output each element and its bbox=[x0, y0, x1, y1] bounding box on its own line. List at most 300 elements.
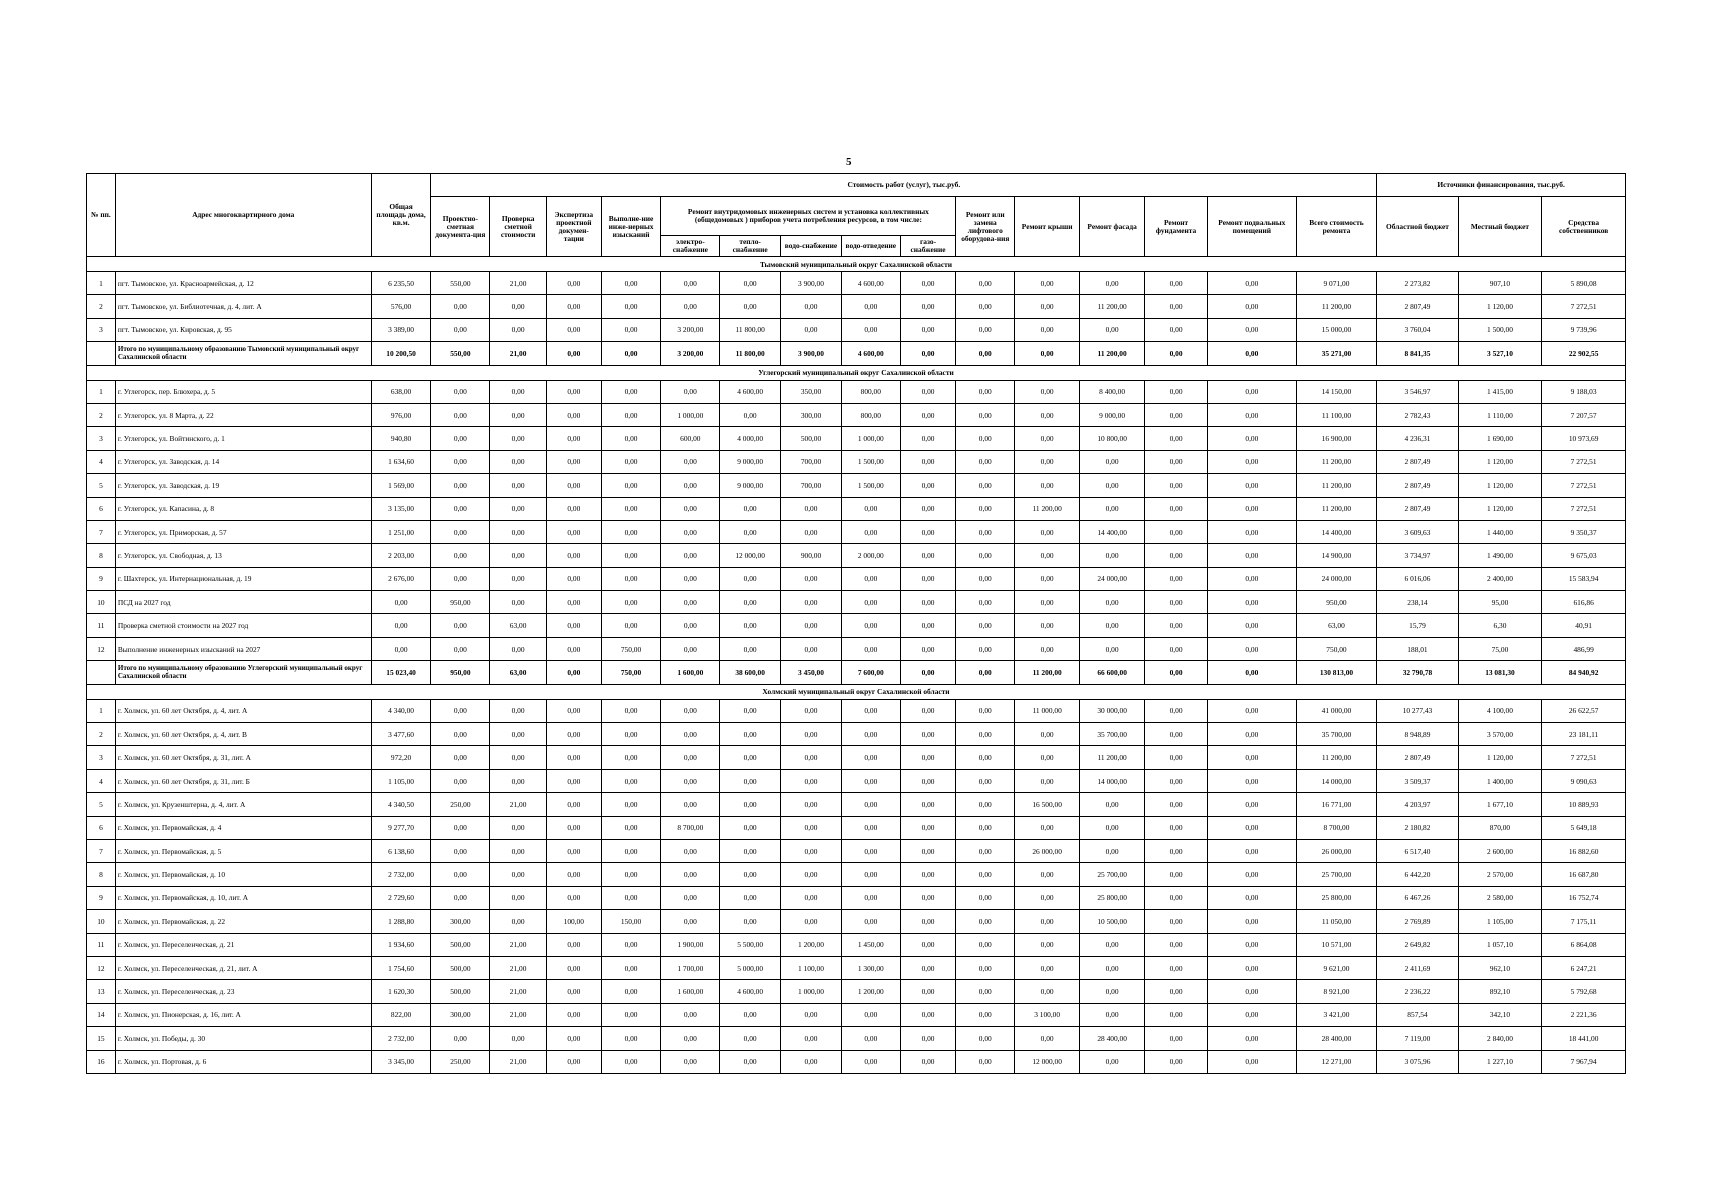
value-cell: 10 200,50 bbox=[371, 342, 431, 365]
value-cell: 0,00 bbox=[546, 746, 601, 769]
value-cell: 35 700,00 bbox=[1296, 723, 1377, 746]
value-cell: 0,00 bbox=[1208, 544, 1297, 567]
table-row bbox=[87, 591, 1626, 614]
value-cell: 800,00 bbox=[841, 380, 900, 403]
value-cell: 0,00 bbox=[1208, 1027, 1297, 1050]
value-cell: 21,00 bbox=[490, 793, 547, 816]
value-cell: 0,00 bbox=[431, 886, 490, 909]
value-cell: 1 120,00 bbox=[1458, 295, 1542, 318]
value-cell: 0,00 bbox=[546, 816, 601, 839]
value-cell: 14 000,00 bbox=[1080, 769, 1145, 792]
col-group-meters: Ремонт внутридомовых инженерных систем и установка коллективных (общедомовых ) приборов учета потребления ресурсов, в том числе: bbox=[661, 197, 956, 236]
value-cell: 3 135,00 bbox=[371, 497, 431, 520]
value-cell: 0,00 bbox=[781, 318, 842, 341]
value-cell: 0,00 bbox=[1145, 403, 1208, 426]
value-cell: 10 277,43 bbox=[1377, 699, 1458, 722]
table-header bbox=[87, 174, 1626, 257]
value-cell: 0,00 bbox=[956, 746, 1015, 769]
value-cell: 11 200,00 bbox=[1296, 450, 1377, 473]
value-cell: 130 813,00 bbox=[1296, 661, 1377, 684]
value-cell: 1 400,00 bbox=[1458, 769, 1542, 792]
value-cell: 0,00 bbox=[720, 886, 781, 909]
value-cell: 7 207,57 bbox=[1542, 403, 1626, 426]
value-cell: 0,00 bbox=[1145, 1003, 1208, 1026]
table-row bbox=[87, 1003, 1626, 1026]
table-body bbox=[87, 257, 1626, 1074]
value-cell: 0,00 bbox=[781, 295, 842, 318]
value-cell: 0,00 bbox=[1208, 403, 1297, 426]
value-cell: 0,00 bbox=[601, 769, 661, 792]
table-row bbox=[87, 980, 1626, 1003]
value-cell: 0,00 bbox=[720, 699, 781, 722]
value-cell: 4 600,00 bbox=[841, 272, 900, 295]
value-cell: 0,00 bbox=[601, 295, 661, 318]
row-number-cell bbox=[87, 661, 116, 684]
value-cell: 0,00 bbox=[1145, 318, 1208, 341]
value-cell: 0,00 bbox=[956, 933, 1015, 956]
value-cell: 0,00 bbox=[1145, 723, 1208, 746]
value-cell: 0,00 bbox=[1080, 816, 1145, 839]
value-cell: 0,00 bbox=[781, 520, 842, 543]
value-cell: 23 181,11 bbox=[1542, 723, 1626, 746]
value-cell: 0,00 bbox=[1080, 450, 1145, 473]
value-cell: 7 272,51 bbox=[1542, 474, 1626, 497]
value-cell: 0,00 bbox=[900, 746, 956, 769]
value-cell: 0,00 bbox=[1015, 769, 1080, 792]
value-cell: 6 016,06 bbox=[1377, 567, 1458, 590]
value-cell: 7 967,94 bbox=[1542, 1050, 1626, 1073]
value-cell: 16 687,80 bbox=[1542, 863, 1626, 886]
value-cell: 0,00 bbox=[546, 295, 601, 318]
value-cell: 0,00 bbox=[601, 1003, 661, 1026]
value-cell: 0,00 bbox=[956, 816, 1015, 839]
value-cell: 0,00 bbox=[1208, 793, 1297, 816]
value-cell: 0,00 bbox=[1145, 661, 1208, 684]
table-row bbox=[87, 544, 1626, 567]
row-number-cell: 4 bbox=[87, 450, 116, 473]
value-cell: 63,00 bbox=[490, 614, 547, 637]
value-cell: 0,00 bbox=[661, 793, 720, 816]
value-cell: 3 734,97 bbox=[1377, 544, 1458, 567]
value-cell: 0,00 bbox=[1208, 816, 1297, 839]
value-cell: 0,00 bbox=[900, 295, 956, 318]
value-cell: 0,00 bbox=[781, 816, 842, 839]
value-cell: 13 081,30 bbox=[1458, 661, 1542, 684]
row-number-cell: 7 bbox=[87, 520, 116, 543]
value-cell: 0,00 bbox=[1145, 839, 1208, 862]
value-cell: 1 700,00 bbox=[661, 956, 720, 979]
value-cell: 0,00 bbox=[841, 886, 900, 909]
value-cell: 0,00 bbox=[546, 863, 601, 886]
value-cell: 2 729,60 bbox=[371, 886, 431, 909]
value-cell: 16 500,00 bbox=[1015, 793, 1080, 816]
value-cell: 1 200,00 bbox=[841, 980, 900, 1003]
value-cell: 0,00 bbox=[1208, 1050, 1297, 1073]
value-cell: 0,00 bbox=[1208, 910, 1297, 933]
value-cell: 0,00 bbox=[900, 793, 956, 816]
value-cell: 3 075,96 bbox=[1377, 1050, 1458, 1073]
value-cell: 0,00 bbox=[1015, 591, 1080, 614]
value-cell: 0,00 bbox=[1080, 933, 1145, 956]
value-cell: 0,00 bbox=[781, 723, 842, 746]
col-header-local: Местный бюджет bbox=[1458, 197, 1542, 257]
value-cell: 14 400,00 bbox=[1080, 520, 1145, 543]
table-row bbox=[87, 1050, 1626, 1073]
value-cell: 0,00 bbox=[1145, 591, 1208, 614]
value-cell: 0,00 bbox=[546, 403, 601, 426]
table-row bbox=[87, 816, 1626, 839]
value-cell: 21,00 bbox=[490, 1003, 547, 1026]
value-cell: 1 754,60 bbox=[371, 956, 431, 979]
value-cell: 0,00 bbox=[1145, 1027, 1208, 1050]
col-header-owners: Средства собственников bbox=[1542, 197, 1626, 257]
value-cell: 9 000,00 bbox=[720, 474, 781, 497]
value-cell: 0,00 bbox=[900, 544, 956, 567]
value-cell: 0,00 bbox=[601, 544, 661, 567]
value-cell: 3 509,37 bbox=[1377, 769, 1458, 792]
value-cell: 6 442,20 bbox=[1377, 863, 1458, 886]
address-cell: г. Углегорск, пер. Блюхера, д. 5 bbox=[115, 380, 371, 403]
value-cell: 0,00 bbox=[781, 769, 842, 792]
address-cell: г. Углегорск, ул. Свободная, д. 13 bbox=[115, 544, 371, 567]
value-cell: 0,00 bbox=[900, 886, 956, 909]
value-cell: 0,00 bbox=[431, 746, 490, 769]
value-cell: 0,00 bbox=[1080, 544, 1145, 567]
col-header-sewer: водо-отведение bbox=[841, 236, 900, 257]
value-cell: 0,00 bbox=[841, 699, 900, 722]
address-cell: г. Углегорск, ул. Приморская, д. 57 bbox=[115, 520, 371, 543]
value-cell: 1 110,00 bbox=[1458, 403, 1542, 426]
value-cell: 3 546,97 bbox=[1377, 380, 1458, 403]
value-cell: 0,00 bbox=[720, 910, 781, 933]
table-row bbox=[87, 746, 1626, 769]
value-cell: 1 120,00 bbox=[1458, 450, 1542, 473]
value-cell: 7 272,51 bbox=[1542, 295, 1626, 318]
value-cell: 0,00 bbox=[956, 699, 1015, 722]
value-cell: 0,00 bbox=[661, 637, 720, 660]
value-cell: 962,10 bbox=[1458, 956, 1542, 979]
table-row bbox=[87, 450, 1626, 473]
value-cell: 12 271,00 bbox=[1296, 1050, 1377, 1073]
value-cell: 0,00 bbox=[1145, 450, 1208, 473]
value-cell: 0,00 bbox=[546, 450, 601, 473]
value-cell: 1 934,60 bbox=[371, 933, 431, 956]
value-cell: 0,00 bbox=[1145, 295, 1208, 318]
value-cell: 9 000,00 bbox=[720, 450, 781, 473]
value-cell: 9 000,00 bbox=[1080, 403, 1145, 426]
value-cell: 2 649,82 bbox=[1377, 933, 1458, 956]
value-cell: 0,00 bbox=[1208, 427, 1297, 450]
value-cell: 0,00 bbox=[490, 567, 547, 590]
value-cell: 12 000,00 bbox=[720, 544, 781, 567]
value-cell: 0,00 bbox=[956, 497, 1015, 520]
table-row bbox=[87, 910, 1626, 933]
value-cell: 0,00 bbox=[900, 380, 956, 403]
value-cell: 1 415,00 bbox=[1458, 380, 1542, 403]
row-number-cell: 10 bbox=[87, 910, 116, 933]
table-row bbox=[87, 769, 1626, 792]
value-cell: 0,00 bbox=[1208, 591, 1297, 614]
value-cell: 0,00 bbox=[546, 427, 601, 450]
value-cell: 0,00 bbox=[601, 403, 661, 426]
value-cell: 0,00 bbox=[1208, 380, 1297, 403]
value-cell: 2 203,00 bbox=[371, 544, 431, 567]
value-cell: 0,00 bbox=[546, 980, 601, 1003]
address-cell: пгт. Тымовское, ул. Кировская, д. 95 bbox=[115, 318, 371, 341]
value-cell: 0,00 bbox=[1015, 427, 1080, 450]
value-cell: 0,00 bbox=[900, 520, 956, 543]
value-cell: 12 000,00 bbox=[1015, 1050, 1080, 1073]
value-cell: 7 175,11 bbox=[1542, 910, 1626, 933]
value-cell: 0,00 bbox=[431, 497, 490, 520]
value-cell: 0,00 bbox=[956, 910, 1015, 933]
value-cell: 892,10 bbox=[1458, 980, 1542, 1003]
value-cell: 6 247,21 bbox=[1542, 956, 1626, 979]
value-cell: 2 769,89 bbox=[1377, 910, 1458, 933]
value-cell: 2 676,00 bbox=[371, 567, 431, 590]
value-cell: 0,00 bbox=[546, 497, 601, 520]
value-cell: 32 790,78 bbox=[1377, 661, 1458, 684]
value-cell: 0,00 bbox=[371, 637, 431, 660]
value-cell: 0,00 bbox=[1015, 403, 1080, 426]
value-cell: 11 000,00 bbox=[1015, 699, 1080, 722]
value-cell: 500,00 bbox=[431, 956, 490, 979]
address-cell: Итого по муниципальному образованию Углегорский муниципальный округ Сахалинской области bbox=[115, 661, 371, 684]
value-cell: 1 288,80 bbox=[371, 910, 431, 933]
value-cell: 0,00 bbox=[490, 863, 547, 886]
value-cell: 10 500,00 bbox=[1080, 910, 1145, 933]
value-cell: 9 277,70 bbox=[371, 816, 431, 839]
value-cell: 0,00 bbox=[956, 403, 1015, 426]
row-number-cell: 1 bbox=[87, 699, 116, 722]
value-cell: 7 272,51 bbox=[1542, 497, 1626, 520]
value-cell: 0,00 bbox=[601, 380, 661, 403]
value-cell: 3 450,00 bbox=[781, 661, 842, 684]
value-cell: 1 200,00 bbox=[781, 933, 842, 956]
value-cell: 0,00 bbox=[781, 567, 842, 590]
value-cell: 700,00 bbox=[781, 474, 842, 497]
value-cell: 5 500,00 bbox=[720, 933, 781, 956]
value-cell: 1 600,00 bbox=[661, 980, 720, 1003]
value-cell: 0,00 bbox=[601, 863, 661, 886]
address-cell: г. Шахтерск, ул. Интернациональная, д. 19 bbox=[115, 567, 371, 590]
value-cell: 0,00 bbox=[601, 1050, 661, 1073]
table-row bbox=[87, 567, 1626, 590]
value-cell: 5 000,00 bbox=[720, 956, 781, 979]
row-number-cell: 12 bbox=[87, 956, 116, 979]
value-cell: 0,00 bbox=[1208, 723, 1297, 746]
value-cell: 2 273,82 bbox=[1377, 272, 1458, 295]
value-cell: 0,00 bbox=[546, 1003, 601, 1026]
address-cell: ПСД на 2027 год bbox=[115, 591, 371, 614]
value-cell: 0,00 bbox=[1080, 956, 1145, 979]
row-number-cell: 3 bbox=[87, 746, 116, 769]
value-cell: 2 236,22 bbox=[1377, 980, 1458, 1003]
value-cell: 1 600,00 bbox=[661, 661, 720, 684]
value-cell: 0,00 bbox=[900, 450, 956, 473]
value-cell: 0,00 bbox=[841, 497, 900, 520]
value-cell: 0,00 bbox=[490, 474, 547, 497]
value-cell: 0,00 bbox=[546, 699, 601, 722]
address-cell: г. Холмск, ул. Крузенштерна, д. 4, лит. А bbox=[115, 793, 371, 816]
value-cell: 7 600,00 bbox=[841, 661, 900, 684]
value-cell: 0,00 bbox=[1015, 380, 1080, 403]
value-cell: 0,00 bbox=[1208, 1003, 1297, 1026]
value-cell: 3 477,60 bbox=[371, 723, 431, 746]
value-cell: 0,00 bbox=[661, 1027, 720, 1050]
value-cell: 0,00 bbox=[546, 839, 601, 862]
value-cell: 6 235,50 bbox=[371, 272, 431, 295]
value-cell: 26 000,00 bbox=[1296, 839, 1377, 862]
value-cell: 0,00 bbox=[781, 1003, 842, 1026]
value-cell: 976,00 bbox=[371, 403, 431, 426]
value-cell: 0,00 bbox=[781, 910, 842, 933]
value-cell: 0,00 bbox=[546, 520, 601, 543]
value-cell: 25 800,00 bbox=[1296, 886, 1377, 909]
value-cell: 66 600,00 bbox=[1080, 661, 1145, 684]
value-cell: 0,00 bbox=[1080, 1050, 1145, 1073]
value-cell: 0,00 bbox=[601, 427, 661, 450]
address-cell: г. Холмск, ул. Переселенческая, д. 23 bbox=[115, 980, 371, 1003]
value-cell: 0,00 bbox=[661, 1050, 720, 1073]
value-cell: 0,00 bbox=[1015, 614, 1080, 637]
table-row bbox=[87, 956, 1626, 979]
value-cell: 0,00 bbox=[431, 544, 490, 567]
value-cell: 0,00 bbox=[781, 637, 842, 660]
value-cell: 0,00 bbox=[1015, 567, 1080, 590]
value-cell: 0,00 bbox=[601, 886, 661, 909]
value-cell: 0,00 bbox=[1015, 746, 1080, 769]
value-cell: 9 188,03 bbox=[1542, 380, 1626, 403]
value-cell: 0,00 bbox=[1015, 910, 1080, 933]
value-cell: 0,00 bbox=[431, 723, 490, 746]
value-cell: 1 620,30 bbox=[371, 980, 431, 1003]
value-cell: 0,00 bbox=[661, 520, 720, 543]
value-cell: 0,00 bbox=[1208, 567, 1297, 590]
value-cell: 11 200,00 bbox=[1080, 746, 1145, 769]
value-cell: 0,00 bbox=[431, 567, 490, 590]
value-cell: 0,00 bbox=[490, 1027, 547, 1050]
col-header-gas: газо-снабжение bbox=[900, 236, 956, 257]
table-row bbox=[87, 1027, 1626, 1050]
value-cell: 0,00 bbox=[956, 272, 1015, 295]
row-number-cell: 4 bbox=[87, 769, 116, 792]
value-cell: 9 350,37 bbox=[1542, 520, 1626, 543]
value-cell: 0,00 bbox=[1145, 614, 1208, 637]
value-cell: 3 900,00 bbox=[781, 342, 842, 365]
value-cell: 63,00 bbox=[1296, 614, 1377, 637]
value-cell: 1 300,00 bbox=[841, 956, 900, 979]
value-cell: 0,00 bbox=[601, 1027, 661, 1050]
value-cell: 0,00 bbox=[1015, 450, 1080, 473]
value-cell: 11 200,00 bbox=[1296, 746, 1377, 769]
value-cell: 0,00 bbox=[1208, 497, 1297, 520]
row-number-cell: 10 bbox=[87, 591, 116, 614]
col-header-lift: Ремонт или замена лифтового оборудова-ния bbox=[956, 197, 1015, 257]
value-cell: 6,30 bbox=[1458, 614, 1542, 637]
value-cell: 342,10 bbox=[1458, 1003, 1542, 1026]
repair-plan-table bbox=[86, 173, 1626, 1074]
value-cell: 576,00 bbox=[371, 295, 431, 318]
value-cell: 21,00 bbox=[490, 342, 547, 365]
value-cell: 16 752,74 bbox=[1542, 886, 1626, 909]
value-cell: 0,00 bbox=[1208, 450, 1297, 473]
value-cell: 1 100,00 bbox=[781, 956, 842, 979]
value-cell: 0,00 bbox=[1015, 295, 1080, 318]
value-cell: 0,00 bbox=[781, 1050, 842, 1073]
value-cell: 0,00 bbox=[1208, 769, 1297, 792]
value-cell: 2 807,49 bbox=[1377, 474, 1458, 497]
row-number-cell bbox=[87, 342, 116, 365]
value-cell: 21,00 bbox=[490, 956, 547, 979]
value-cell: 4 203,97 bbox=[1377, 793, 1458, 816]
value-cell: 0,00 bbox=[601, 272, 661, 295]
value-cell: 3 389,00 bbox=[371, 318, 431, 341]
value-cell: 0,00 bbox=[661, 699, 720, 722]
value-cell: 0,00 bbox=[1145, 793, 1208, 816]
address-cell: г. Холмск, ул. Переселенческая, д. 21, лит. А bbox=[115, 956, 371, 979]
address-cell: г. Углегорск, ул. Заводская, д. 19 bbox=[115, 474, 371, 497]
value-cell: 0,00 bbox=[1208, 318, 1297, 341]
row-number-cell: 12 bbox=[87, 637, 116, 660]
section-header-row bbox=[87, 365, 1626, 380]
value-cell: 3 609,63 bbox=[1377, 520, 1458, 543]
value-cell: 0,00 bbox=[1145, 956, 1208, 979]
value-cell: 1 900,00 bbox=[661, 933, 720, 956]
value-cell: 0,00 bbox=[841, 839, 900, 862]
section-header-row bbox=[87, 684, 1626, 699]
value-cell: 0,00 bbox=[661, 497, 720, 520]
value-cell: 0,00 bbox=[1208, 661, 1297, 684]
value-cell: 0,00 bbox=[841, 863, 900, 886]
value-cell: 11 200,00 bbox=[1296, 295, 1377, 318]
value-cell: 14 400,00 bbox=[1296, 520, 1377, 543]
value-cell: 11 200,00 bbox=[1080, 295, 1145, 318]
value-cell: 0,00 bbox=[956, 886, 1015, 909]
value-cell: 10 973,69 bbox=[1542, 427, 1626, 450]
value-cell: 0,00 bbox=[956, 769, 1015, 792]
value-cell: 0,00 bbox=[900, 956, 956, 979]
value-cell: 18 441,00 bbox=[1542, 1027, 1626, 1050]
address-cell: г. Холмск, ул. Переселенческая, д. 21 bbox=[115, 933, 371, 956]
value-cell: 250,00 bbox=[431, 1050, 490, 1073]
value-cell: 0,00 bbox=[720, 295, 781, 318]
value-cell: 0,00 bbox=[431, 1027, 490, 1050]
value-cell: 0,00 bbox=[900, 910, 956, 933]
row-number-cell: 2 bbox=[87, 723, 116, 746]
value-cell: 0,00 bbox=[956, 342, 1015, 365]
value-cell: 0,00 bbox=[956, 1050, 1015, 1073]
value-cell: 0,00 bbox=[1015, 272, 1080, 295]
value-cell: 0,00 bbox=[546, 723, 601, 746]
value-cell: 1 105,00 bbox=[371, 769, 431, 792]
value-cell: 900,00 bbox=[781, 544, 842, 567]
value-cell: 0,00 bbox=[956, 427, 1015, 450]
value-cell: 0,00 bbox=[546, 886, 601, 909]
value-cell: 0,00 bbox=[1015, 956, 1080, 979]
row-number-cell: 15 bbox=[87, 1027, 116, 1050]
value-cell: 7 272,51 bbox=[1542, 450, 1626, 473]
value-cell: 0,00 bbox=[601, 980, 661, 1003]
value-cell: 0,00 bbox=[720, 1027, 781, 1050]
value-cell: 0,00 bbox=[956, 956, 1015, 979]
value-cell: 41 000,00 bbox=[1296, 699, 1377, 722]
col-group-cost: Стоимость работ (услуг), тыс.руб. bbox=[431, 174, 1377, 197]
value-cell: 2 580,00 bbox=[1458, 886, 1542, 909]
value-cell: 0,00 bbox=[956, 839, 1015, 862]
value-cell: 3 345,00 bbox=[371, 1050, 431, 1073]
table-row bbox=[87, 723, 1626, 746]
